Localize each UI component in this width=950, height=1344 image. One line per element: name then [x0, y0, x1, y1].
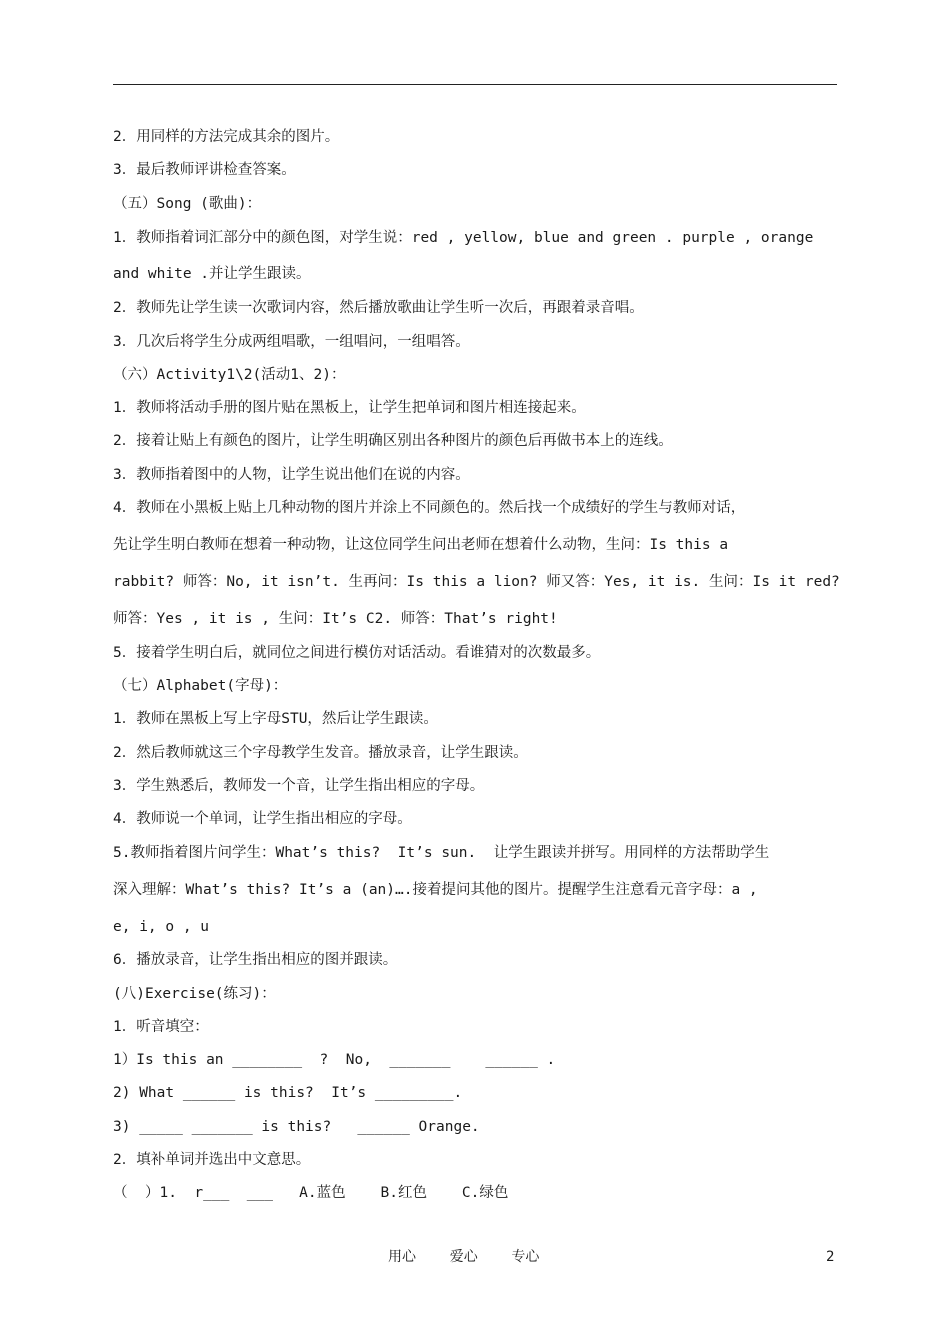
exercise-item: 3) _____ _______ is this? ______ Orange. — [113, 1119, 480, 1135]
text-line: and white .并让学生跟读。 — [113, 266, 311, 282]
text-line: 2．接着让贴上有颜色的图片，让学生明确区别出各种图片的颜色后再做书本上的连线。 — [113, 433, 673, 449]
text-line: 2．填补单词并选出中文意思。 — [113, 1152, 311, 1168]
text-line: 3．教师指着图中的人物，让学生说出他们在说的内容。 — [113, 467, 470, 483]
exercise-item: （ ）1. r___ ___ A.蓝色 B.红色 C.绿色 — [113, 1185, 509, 1201]
text-line: 3．学生熟悉后，教师发一个音，让学生指出相应的字母。 — [113, 778, 485, 794]
text-line: 4．教师说一个单词，让学生指出相应的字母。 — [113, 811, 412, 827]
section-heading: (八)Exercise(练习)： — [113, 986, 276, 1002]
text-line: 6．播放录音，让学生指出相应的图并跟读。 — [113, 952, 398, 968]
footer-motto: 用心 爱心 专心 — [388, 1249, 540, 1265]
section-heading: （五）Song (歌曲)： — [113, 196, 262, 212]
section-heading: （六）Activity1\2(活动1、2)： — [113, 367, 346, 383]
exercise-item: 1）Is this an ________ ? No, _______ ______ . — [113, 1052, 556, 1068]
text-line: 2．用同样的方法完成其余的图片。 — [113, 129, 340, 145]
section-heading: （七）Alphabet(字母)： — [113, 678, 288, 694]
text-line: 1．听音填空： — [113, 1019, 209, 1035]
exercise-item: 2) What ______ is this? It’s _________. — [113, 1085, 463, 1101]
text-line: 5．接着学生明白后，就同位之间进行模仿对话活动。看谁猜对的次数最多。 — [113, 645, 601, 661]
text-line: 师答：Yes , it is , 生问：It’s C2. 师答：That’s right! — [113, 611, 558, 627]
text-line: 3．几次后将学生分成两组唱歌，一组唱问，一组唱答。 — [113, 334, 470, 350]
text-line: rabbit? 师答：No, it isn’t. 生再问：Is this a lion? 师又答：Yes, it is. 生问：Is it red? — [113, 574, 840, 590]
text-line: 1．教师指着词汇部分中的颜色图，对学生说：red , yellow, blue and green . purple , orange — [113, 230, 814, 246]
text-line: 3．最后教师评讲检查答案。 — [113, 162, 296, 178]
text-line: 4．教师在小黑板上贴上几种动物的图片并涂上不同颜色的。然后找一个成绩好的学生与教师对话， — [113, 500, 746, 516]
header-rule — [113, 84, 837, 85]
text-line: 2．然后教师就这三个字母教学生发音。播放录音，让学生跟读。 — [113, 745, 528, 761]
text-line: 2．教师先让学生读一次歌词内容，然后播放歌曲让学生听一次后，再跟着录音唱。 — [113, 300, 644, 316]
text-line: 1．教师在黑板上写上字母STU，然后让学生跟读。 — [113, 711, 438, 727]
text-line: 5.教师指着图片问学生：What’s this? It’s sun. 让学生跟读并拼写。用同样的方法帮助学生 — [113, 845, 770, 861]
text-line: e, i, o , u — [113, 919, 210, 935]
text-line: 先让学生明白教师在想着一种动物，让这位同学生问出老师在想着什么动物，生问：Is this a — [113, 537, 729, 553]
text-line: 1．教师将活动手册的图片贴在黑板上，让学生把单词和图片相连接起来。 — [113, 400, 586, 416]
text-line: 深入理解：What’s this? It’s a (an)….接着提问其他的图片。提醒学生注意看元音字母：a , — [113, 882, 758, 898]
page-number: 2 — [826, 1249, 835, 1265]
